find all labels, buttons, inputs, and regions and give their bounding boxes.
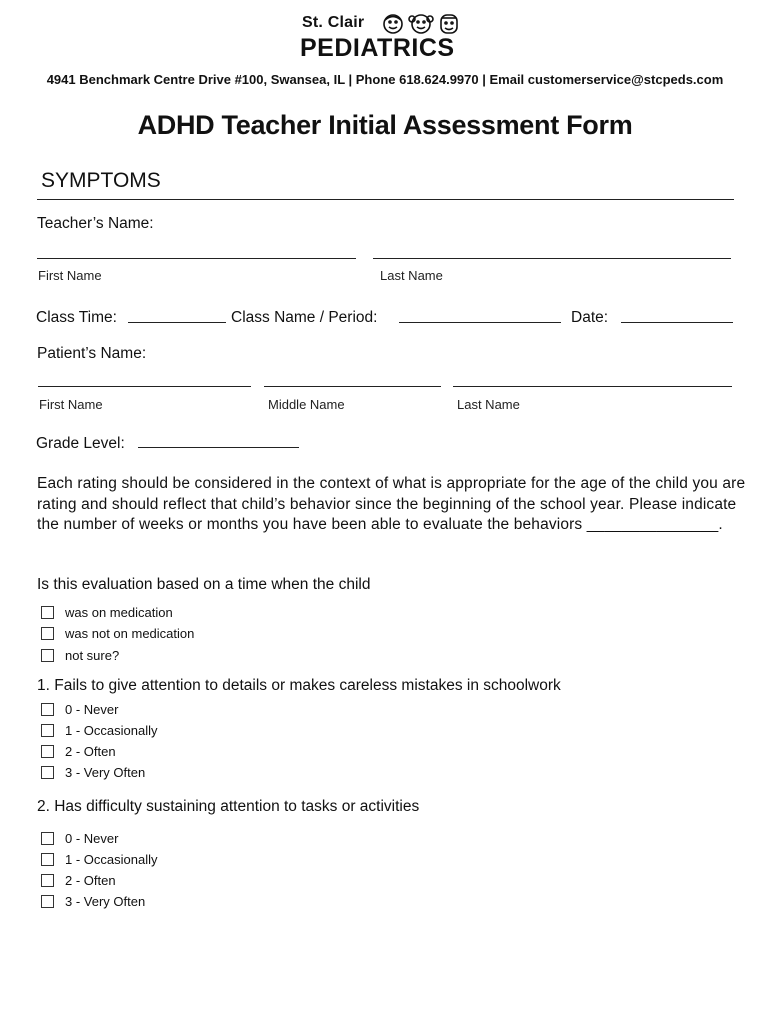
address-line: 4941 Benchmark Centre Drive #100, Swansea, IL | Phone 618.624.9970 | Email customerservice@stcpeds.com [46, 72, 724, 87]
evaluation-question: Is this evaluation based on a time when the child [37, 576, 371, 593]
checkbox[interactable] [41, 766, 54, 779]
grade-level-field[interactable] [138, 447, 299, 448]
section-divider [37, 199, 734, 200]
question-1-option-label: 0 - Never [65, 702, 119, 717]
section-heading: SYMPTOMS [41, 169, 161, 192]
teacher-last-name-field[interactable] [373, 258, 731, 259]
class-name-field[interactable] [399, 322, 561, 323]
checkbox[interactable] [41, 649, 54, 662]
date-label: Date: [571, 309, 609, 326]
question-2-option-label: 1 - Occasionally [65, 852, 158, 867]
evaluation-option-label: not sure? [65, 648, 120, 663]
checkbox[interactable] [41, 745, 54, 758]
question-2-text: 2. Has difficulty sustaining attention to tasks or activities [37, 798, 420, 815]
patient-last-name-field[interactable] [453, 386, 732, 387]
checkbox[interactable] [41, 874, 54, 887]
grade-level-label: Grade Level: [36, 435, 125, 452]
logo-line2: PEDIATRICS [300, 34, 455, 62]
checkbox[interactable] [41, 606, 54, 619]
question-1-option-label: 3 - Very Often [65, 765, 146, 780]
instructions-paragraph: Each rating should be considered in the context of what is appropriate for the age of the child you are rating and should reflect that child’s behavior since the beginning of the school year. Please indicate the number of weeks or months you have been able to evaluate the behaviors _______________. [37, 475, 746, 533]
class-time-field[interactable] [128, 322, 226, 323]
logo [300, 8, 480, 64]
checkbox[interactable] [41, 724, 54, 737]
question-2-option-label: 3 - Very Often [65, 894, 146, 909]
checkbox[interactable] [41, 853, 54, 866]
patient-middle-name-caption: Middle Name [268, 397, 345, 412]
teacher-name-label: Teacher’s Name: [37, 215, 154, 232]
question-1-option-label: 2 - Often [65, 744, 116, 759]
teacher-first-name-caption: First Name [38, 268, 102, 283]
evaluation-option-label: was not on medication [65, 626, 195, 641]
checkbox[interactable] [41, 832, 54, 845]
teacher-first-name-field[interactable] [37, 258, 356, 259]
checkbox[interactable] [41, 627, 54, 640]
logo-line1: St. Clair [302, 14, 365, 31]
question-2-option-label: 0 - Never [65, 831, 119, 846]
checkbox[interactable] [41, 703, 54, 716]
patient-middle-name-field[interactable] [264, 386, 441, 387]
question-2-option-label: 2 - Often [65, 873, 116, 888]
patient-first-name-field[interactable] [38, 386, 251, 387]
class-name-label: Class Name / Period: [231, 309, 378, 326]
date-field[interactable] [621, 322, 733, 323]
kids-faces-icon [382, 12, 468, 36]
patient-last-name-caption: Last Name [457, 397, 520, 412]
class-time-label: Class Time: [36, 309, 117, 326]
teacher-last-name-caption: Last Name [380, 268, 443, 283]
patient-first-name-caption: First Name [39, 397, 103, 412]
question-1-text: 1. Fails to give attention to details or makes careless mistakes in schoolwork [37, 677, 561, 694]
patient-name-label: Patient’s Name: [37, 345, 147, 362]
evaluation-option-label: was on medication [65, 605, 173, 620]
question-1-option-label: 1 - Occasionally [65, 723, 158, 738]
checkbox[interactable] [41, 895, 54, 908]
form-title: ADHD Teacher Initial Assessment Form [137, 110, 633, 140]
